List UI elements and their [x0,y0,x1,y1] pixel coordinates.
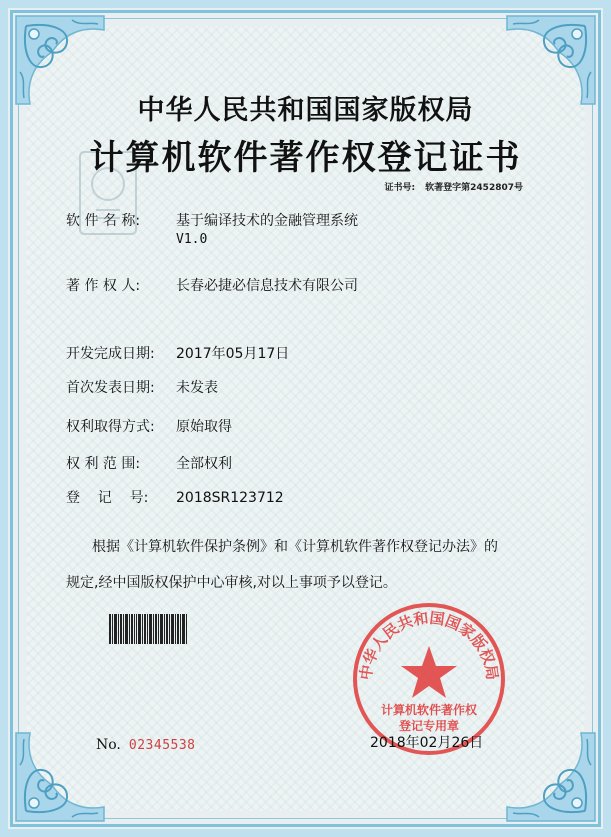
certificate-title: 计算机软件著作权登记证书 [89,138,522,178]
seal-center-line-2: 登记专用章 [398,719,460,733]
field-scope [66,453,232,473]
certificate-number [385,180,523,193]
field-value: 原始取得 [176,419,232,435]
field-value: 基于编译技术的金融管理系统 [176,213,358,229]
field-value: 2018SR123712 [176,490,284,506]
statement-line-2: 规定,经中国版权保护中心审核,对以上事项予以登记。 [66,575,397,591]
statement-line-1: 根据《计算机软件保护条例》和《计算机软件著作权登记办法》的 [92,539,498,555]
field-label: 登 记 号: [66,490,149,506]
corner-ornament-bottom-left [12,729,108,825]
corner-ornament-bottom-right [503,729,599,825]
field-completion-date [66,343,289,363]
field-acquisition [66,416,232,436]
field-value: 长春必捷必信息技术有限公司 [176,278,358,294]
field-copyright-owner [66,275,358,295]
serial-number [96,737,196,753]
field-label: 权利取得方式: [66,419,155,435]
field-label: 软 件 名 称: [66,213,141,229]
field-value: 全部权利 [176,456,232,472]
seal-center-line-1: 计算机软件著作权 [380,703,478,717]
field-first-publication [66,377,218,397]
field-value: 未发表 [176,380,218,396]
serial-number-label: No. [96,737,121,753]
certificate-number-value: 软著登字第2452807号 [425,183,523,193]
barcode [109,614,187,644]
field-label: 首次发表日期: [66,380,155,396]
field-registration-no [66,487,284,507]
certificate-number-label: 证书号: [384,183,416,193]
field-software-name [66,210,358,247]
field-label: 著 作 权 人: [66,278,141,294]
issuer-title: 中华人民共和国国家版权局 [137,95,474,126]
field-value: 2017年05月17日 [176,346,290,362]
seal-ring-text: 中华人民共和国国家版权局 [356,608,502,682]
software-version: V1.0 [176,232,208,247]
serial-number-value: 02345538 [128,738,196,753]
field-label: 开发完成日期: [66,346,155,362]
issue-date: 2018年02月26日 [370,735,484,751]
field-label: 权 利 范 围: [66,456,141,472]
